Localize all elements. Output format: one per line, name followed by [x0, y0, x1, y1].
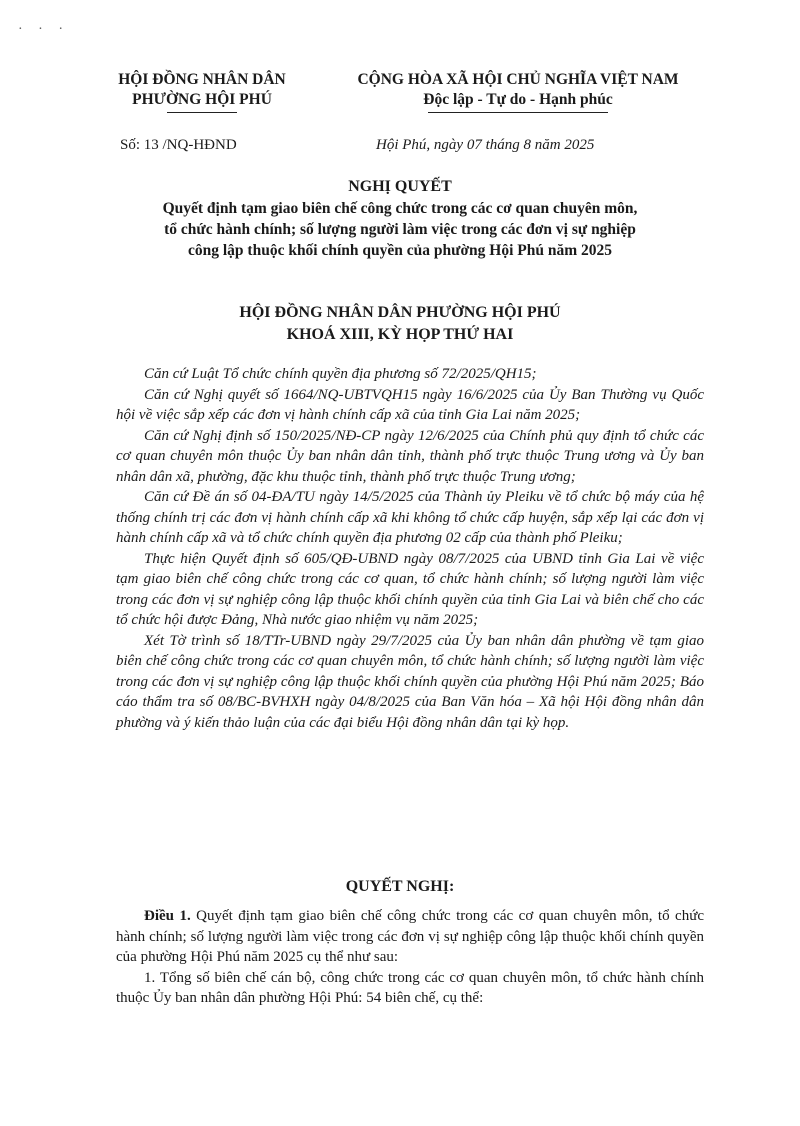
preamble-item: Căn cứ Nghị định số 150/2025/NĐ-CP ngày 12/6/2025 của Chính phủ quy định tổ chức các cơ quan chuyên môn thuộc Ủy ban nhân dân tỉnh, thành phố trực thuộc Trung ương và Ủy ban nhân dân xã, phường, đặc khu thuộc tỉnh, thành phố trực thuộc Trung ương; — [116, 427, 704, 485]
motto: Độc lập - Tự do - Hạnh phúc — [423, 91, 613, 108]
preamble-item: Căn cứ Đề án số 04-ĐA/TU ngày 14/5/2025 của Thành ủy Pleiku về tổ chức bộ máy của hệ thống chính trị các đơn vị hành chính cấp xã khi không tổ chức cấp huyện, sắp xếp lại các đơn vị hành chính cấp xã và tổ chức chính quyền địa phương 02 cấp của thành phố Pleiku; — [116, 489, 704, 546]
title-line3: công lập thuộc khối chính quyền của phường Hội Phú năm 2025 — [187, 242, 613, 259]
title-line2: tổ chức hành chính; số lượng người làm việc trong các đơn vị sự nghiệp — [164, 221, 636, 238]
issuing-organization — [92, 70, 312, 113]
article-1 — [116, 906, 704, 968]
article-1-item-1: 1. Tổng số biên chế cán bộ, công chức trong các cơ quan chuyên môn, tổ chức hành chính thuộc Ủy ban nhân dân phường Hội Phú: 54 biên chế, cụ thể: — [116, 969, 704, 1006]
org-name-line1: HỘI ĐỒNG NHÂN DÂN — [118, 71, 286, 88]
preamble-item: Xét Tờ trình số 18/TTr-UBND ngày 29/7/2025 của Ủy ban nhân dân phường về tạm giao biên chế công chức trong các cơ quan chuyên môn, tổ chức hành chính; số lượng người làm việc trong các đơn vị sự nghiệp công lập thuộc khối chính quyền của phường Hội Phú năm 2025; Báo cáo thẩm tra số 08/BC-BVHXH ngày 04/8/2025 của Ban Văn hóa – Xã hội Hội đồng nhân dân phường và ý kiến thảo luận của các đại biểu Hội đồng nhân dân tại kỳ họp. — [116, 632, 704, 731]
national-motto — [318, 70, 718, 113]
nation-name: CỘNG HÒA XÃ HỘI CHỦ NGHĨA VIỆT NAM — [357, 71, 679, 88]
org-underline — [167, 112, 237, 113]
place-date: Hội Phú, ngày 07 tháng 8 năm 2025 — [376, 137, 595, 153]
council-session: KHOÁ XIII, KỲ HỌP THỨ HAI — [286, 326, 514, 343]
article-1-text: Quyết định tạm giao biên chế công chức trong các cơ quan chuyên môn, tổ chức hành chính; số lượng người làm việc trong các đơn vị sự nghiệp công lập thuộc khối chính quyền của phường Hội Phú năm 2025 cụ thể như sau: — [116, 908, 704, 965]
council-name: HỘI ĐỒNG NHÂN DÂN PHƯỜNG HỘI PHÚ — [239, 304, 561, 321]
council-heading — [100, 302, 700, 346]
decision-body — [116, 906, 704, 1009]
scan-artifact: · · · — [18, 22, 69, 37]
doc-type: NGHỊ QUYẾT — [348, 178, 452, 195]
preamble-item: Căn cứ Luật Tổ chức chính quyền địa phương số 72/2025/QH15; — [144, 366, 537, 382]
preamble-item: Thực hiện Quyết định số 605/QĐ-UBND ngày 08/7/2025 của UBND tỉnh Gia Lai về việc tạm giao biên chế công chức trong các cơ quan, tổ chức hành chính; số lượng người làm việc trong các đơn vị sự nghiệp công lập thuộc khối chính quyền của tỉnh Gia Lai và biên chế cho các tổ chức hội được Đảng, Nhà nước giao nhiệm vụ năm 2025; — [116, 550, 704, 628]
title-line1: Quyết định tạm giao biên chế công chức trong các cơ quan chuyên môn, — [162, 200, 638, 217]
document-number: Số: 13 /NQ-HĐND — [120, 137, 237, 153]
org-name-line2: PHƯỜNG HỘI PHÚ — [132, 91, 272, 108]
motto-underline — [428, 112, 608, 113]
article-1-label: Điều 1. — [144, 908, 191, 924]
preamble — [116, 364, 704, 733]
decision-heading: QUYẾT NGHỊ: — [345, 878, 455, 895]
document-title — [100, 176, 700, 261]
preamble-item: Căn cứ Nghị quyết số 1664/NQ-UBTVQH15 ngày 16/6/2025 của Ủy Ban Thường vụ Quốc hội về việc sắp xếp các đơn vị hành chính cấp xã của tỉnh Gia Lai năm 2025; — [116, 386, 704, 423]
